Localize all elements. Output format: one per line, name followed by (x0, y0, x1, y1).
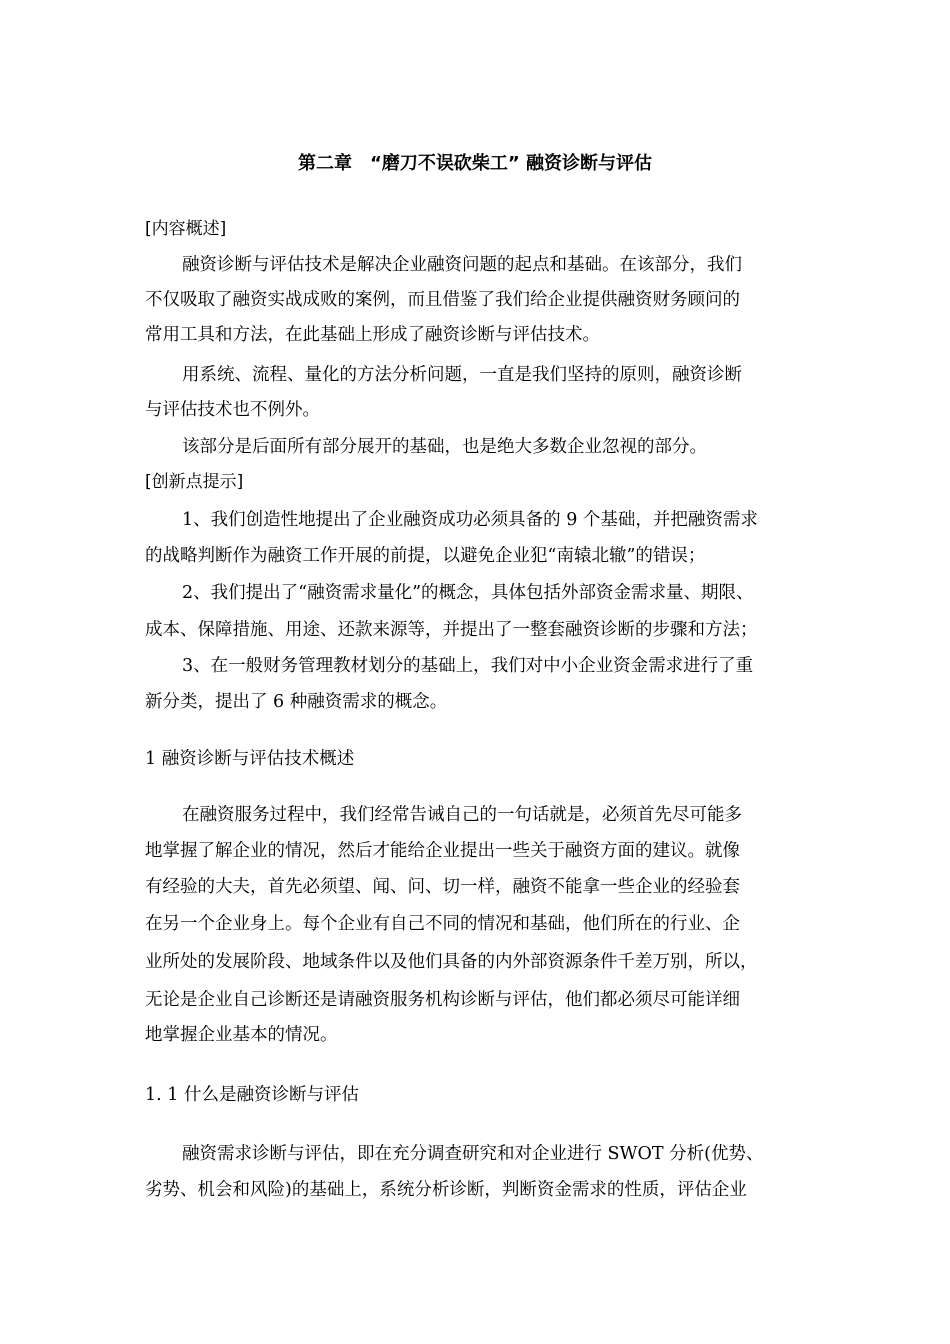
section-1-line4: 在另一个企业身上。每个企业有自己不同的情况和基础，他们所在的行业、企 (145, 914, 740, 934)
section-1-line5: 业所处的发展阶段、地域条件以及他们具备的内外部资源条件千差万别，所以， (145, 952, 758, 972)
section-1-line1: 在融资服务过程中，我们经常告诫自己的一句话就是，必须首先尽可能多 (182, 805, 742, 825)
innovation-p1-line1: 1、我们创造性地提出了企业融资成功必须具备的 9 个基础，并把融资需求 (182, 510, 758, 530)
section-1-line3: 有经验的大夫，首先必须望、闻、问、切一样，融资不能拿一些企业的经验套 (145, 877, 740, 897)
section-1-1-line1: 融资需求诊断与评估，即在充分调查研究和对企业进行 SWOT 分析(优势、 (182, 1144, 764, 1164)
overview-p2-line2: 与评估技术也不例外。 (145, 400, 320, 420)
section-1-line6: 无论是企业自己诊断还是请融资服务机构诊断与评估，他们都必须尽可能详细 (145, 990, 740, 1010)
chapter-title: 第二章 “磨刀不误砍柴工” 融资诊断与评估 (298, 153, 652, 174)
overview-p1-line1: 融资诊断与评估技术是解决企业融资问题的起点和基础。在该部分，我们 (182, 255, 742, 275)
overview-p3-line1: 该部分是后面所有部分展开的基础，也是绝大多数企业忽视的部分。 (182, 437, 707, 457)
section-1-1-heading: 1. 1 什么是融资诊断与评估 (145, 1085, 359, 1105)
innovation-heading: [创新点提示] (145, 472, 244, 492)
overview-p1-line2: 不仅吸取了融资实战成败的案例，而且借鉴了我们给企业提供融资财务顾问的 (145, 290, 740, 310)
innovation-p1-line2: 的战略判断作为融资工作开展的前提，以避免企业犯“南辕北辙”的错误； (145, 546, 706, 566)
overview-p1-line3: 常用工具和方法，在此基础上形成了融资诊断与评估技术。 (145, 325, 600, 345)
innovation-p3-line2: 新分类，提出了 6 种融资需求的概念。 (145, 692, 448, 712)
overview-heading: [内容概述] (145, 219, 227, 239)
innovation-p3-line1: 3、在一般财务管理教材划分的基础上，我们对中小企业资金需求进行了重 (182, 656, 754, 676)
section-1-line2: 地掌握了解企业的情况，然后才能给企业提出一些关于融资方面的建议。就像 (145, 841, 740, 861)
section-1-1-line2: 劣势、机会和风险)的基础上，系统分析诊断，判断资金需求的性质，评估企业 (145, 1180, 747, 1200)
innovation-p2-line1: 2、我们提出了“融资需求量化”的概念，具体包括外部资金需求量、期限、 (182, 583, 754, 603)
overview-p2-line1: 用系统、流程、量化的方法分析问题，一直是我们坚持的原则，融资诊断 (182, 365, 742, 385)
section-1-heading: 1 融资诊断与评估技术概述 (145, 749, 355, 769)
section-1-line7: 地掌握企业基本的情况。 (145, 1025, 338, 1045)
innovation-p2-line2: 成本、保障措施、用途、还款来源等，并提出了一整套融资诊断的步骤和方法； (145, 620, 758, 640)
